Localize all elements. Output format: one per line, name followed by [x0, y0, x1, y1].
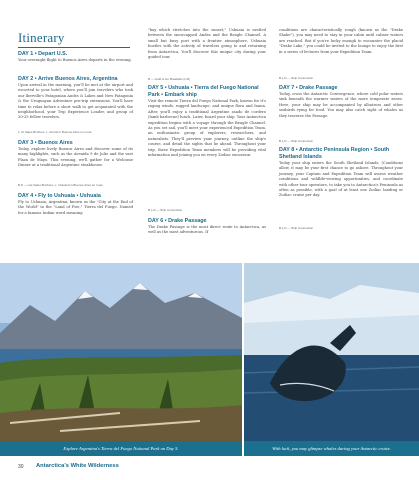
day-8-meals: B,L,D — Ship Connection — [279, 226, 314, 230]
day-7-meals: B,L,D — Ship Connection — [279, 139, 314, 143]
day-5-heading: DAY 5 • Ushuaia • Tierra del Fuego National Park • Embark ship — [148, 85, 259, 98]
right-photo-caption: With luck, you may glimpse whales during your Antarctic cruise. — [244, 441, 419, 456]
day-4-body-continued: "bay which stretches into the sunset," Ushuaia is nestled between the snowcapped Andes and the Beagle Channel. A small but busy port with a frontier atmosphere, Ushuaia bustles with the activity of travelers going to and returning from Antarctica. You'll discover this unique city during your guided tour. — [148, 28, 266, 60]
page-title: Itinerary — [18, 30, 65, 45]
day-4-heading: DAY 4 • Fly to Ushuaia • Ushuaia — [18, 193, 101, 199]
day-8-heading: DAY 8 • Antarctic Peninsula Region • South Shetland Islands — [279, 147, 390, 160]
page-number: 30 — [18, 464, 24, 470]
day-6-heading: DAY 6 • Drake Passage — [148, 218, 207, 224]
day-5-meals: B,L,D — Ship Connection — [148, 208, 183, 212]
photo-strip — [0, 263, 419, 441]
day-6-meals: B,L,D — Ship Connection — [279, 76, 314, 80]
whale-photo — [244, 263, 419, 441]
day-4-meals: B — Grab & Go Breakfast (L/D) — [148, 77, 191, 81]
day-7-heading: DAY 7 • Drake Passage — [279, 85, 338, 91]
tierra-del-fuego-photo — [0, 263, 242, 441]
day-8-body: Today your ship enters the South Shetland Islands. (Conditions allow, it may be your first chance to go ashore. Throughout your journey, your Captain and Expedition Team will assess weather conditions and wildlife-viewing opportunities, and coordinate with other tour operators, to take you to Antarctica's Peninsula as often as possible, with a goal of at least one Zodiac landing or Zodiac cruise per day. — [279, 161, 403, 198]
day-4-body: Fly to Ushuaia, Argentina, known as the "City at the End of the World" in the "Land of Fire," Tierra del Fuego. Named for a famous Indian word meaning — [18, 200, 133, 215]
day-7-body: Today, cross the Antarctic Convergence, where cold polar waters sink beneath the warmer waters of the more temperate zones. Here, your ship may be accompanied by albatross and other seabirds vying for food. You may also catch sight of whales as they traverse the Passage. — [279, 92, 403, 118]
day-1-heading: DAY 1 • Depart U.S. — [18, 51, 68, 57]
left-photo-caption: Explore Argentina's Tierra del Fuego National Park on Day 5. — [0, 441, 242, 456]
day-6-body: The Drake Passage is the most direct route to Antarctica, as well as the most adventurous. If — [148, 225, 266, 235]
day-8-heading-line — [279, 147, 403, 160]
day-6-body-continued: conditions are characteristically rough (known as the "Drake Shake"), you may need to stay in your cabin until calmer waters are reached. But if you're lucky enough to encounter the placid "Drake Lake," you could be invited to the lounge to enjoy the first in a series of lectures from your Expedition Team. — [279, 28, 403, 54]
footer-title: Antarctica's White Wilderness — [36, 463, 119, 469]
day-3-meals: B,D — Las Sales Brothers, L: Included in Buenos Aires en route — [18, 183, 103, 187]
day-5-heading-line — [148, 85, 266, 98]
day-1-body: Your overnight flight to Buenos Aires departs in the evening. — [18, 58, 132, 62]
day-3-heading: DAY 3 • Buenos Aires — [18, 140, 73, 146]
title-underline — [18, 47, 130, 48]
day-5-body: Visit the remote Tierra del Fuego National Park, known for it's raging winds, rugged landscape, and unique flora and fauna. After, you'll enjoy a traditional Argentine asado de cordero (lamb barbecue) lunch. Later, board your ship. Your Antarctica expedition begins with a voyage through the Beagle Channel. As you set sail, you'll meet your experienced Expedition Team, an enthusiastic group of explorers, researchers, and naturalists. They'll preview your journey, outline the ship's course, and detail the sights that lie ahead. Throughout your trip, these Expedition Team members will be providing vital information and joining you on every Zodiac excursion. — [148, 99, 266, 158]
day-2-meals: L: At Sales Brothers, L: Arrival in Buenos Aires en route — [18, 130, 92, 134]
day-2-heading: DAY 2 • Arrive Buenos Aires, Argentina — [18, 76, 118, 82]
day-2-body: Upon arrival in the morning, you'll be met at the airport and escorted to your hotel, where you'll join travelers who took our Iberville's Patagonian Andes & Lakes and New Patagonia & the Uruguayan Adventure pre-trip extensions. You'll have time to relax before a short walk to get acquainted with the neighborhood, your Trip Experience Leader, and group of 20-25 fellow travelers. — [18, 83, 133, 120]
day-3-body: Today, explore lively Buenos Aires and discover some of its many highlights, such as the Avenida 9 de Julio and the vast Plaza de Mayo. This evening, we'll gather for a Welcome Dinner at a traditional Argentine steakhouse. — [18, 147, 133, 168]
